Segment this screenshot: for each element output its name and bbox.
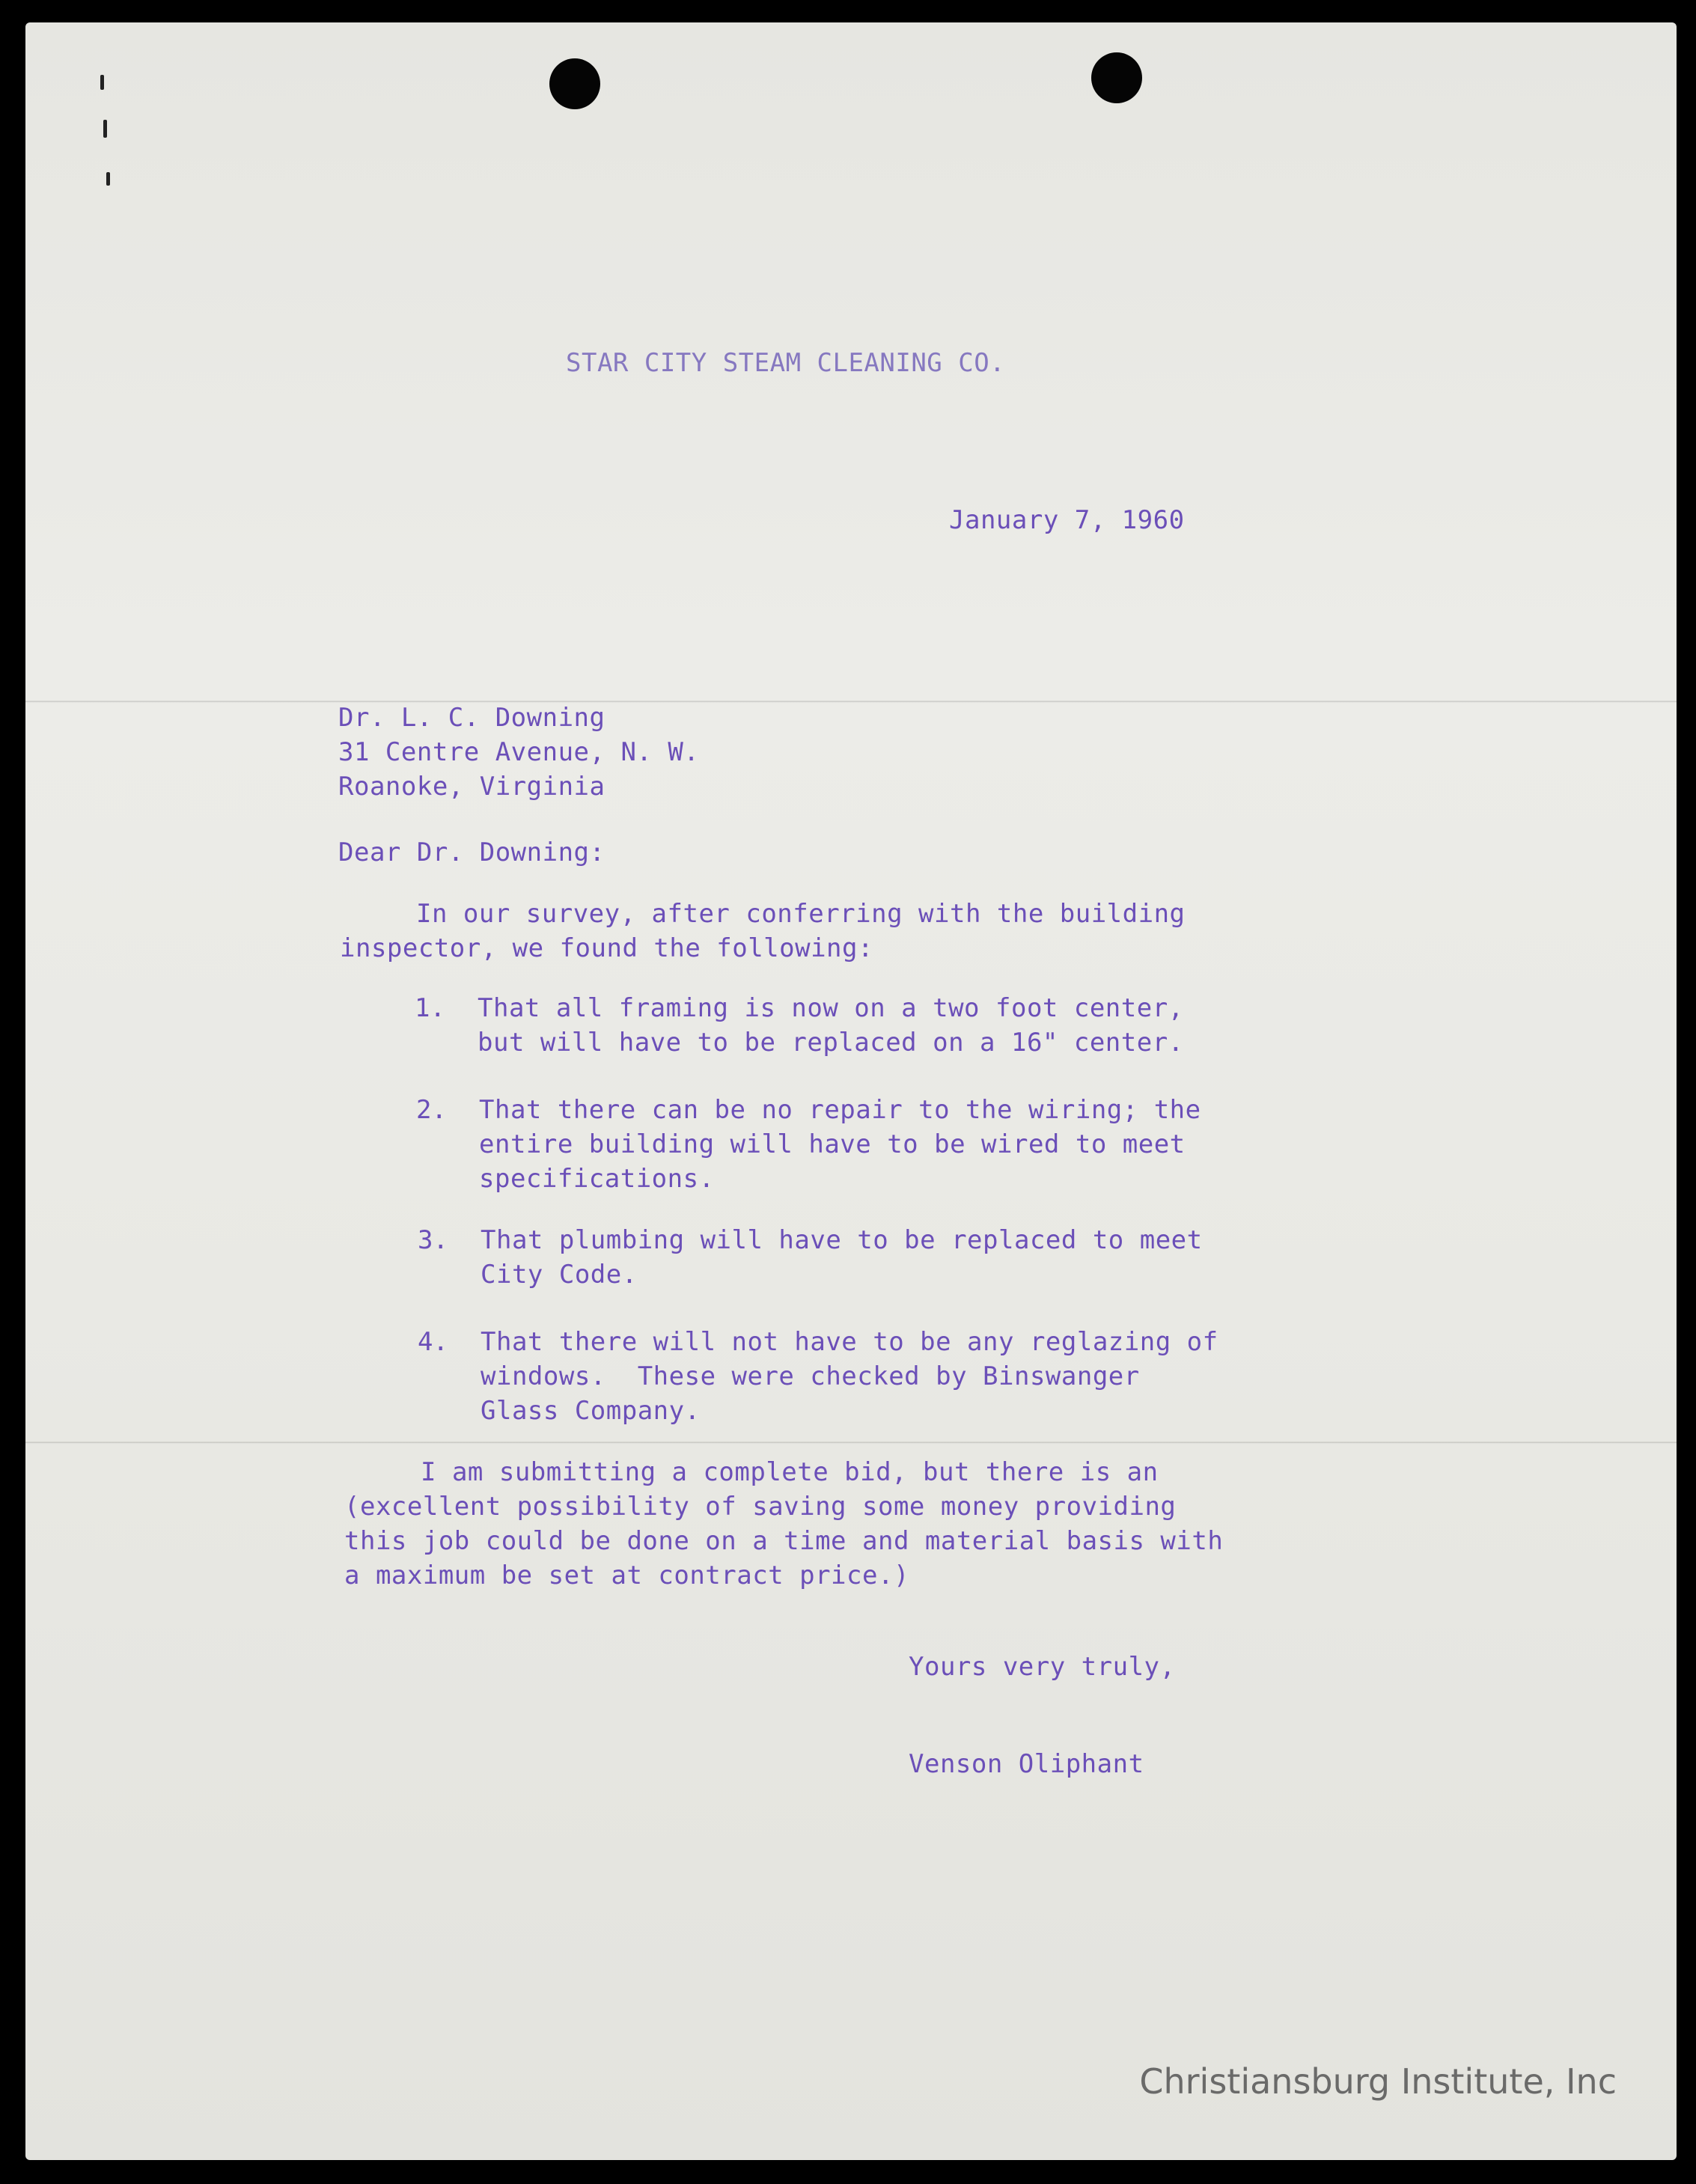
margin-mark: [103, 120, 107, 138]
margin-mark: [100, 75, 104, 90]
intro-line: In our survey, after conferring with the building: [416, 899, 1186, 929]
punch-hole-right: [1091, 52, 1142, 103]
letter-date: January 7, 1960: [949, 505, 1185, 535]
list-item-line: That plumbing will have to be replaced to meet: [481, 1225, 1203, 1255]
list-item-line: windows. These were checked by Binswanger: [481, 1361, 1140, 1391]
list-item-line: specifications.: [479, 1164, 715, 1194]
letter-page: [25, 22, 1677, 2160]
margin-mark: [106, 172, 110, 186]
list-item-line: That all framing is now on a two foot center,: [478, 993, 1184, 1023]
fold-crease-lower: [25, 1442, 1677, 1444]
recipient-name: Dr. L. C. Downing: [338, 703, 606, 733]
salutation: Dear Dr. Downing:: [338, 838, 606, 867]
closing-paragraph-line: this job could be done on a time and material basis with: [344, 1526, 1224, 1556]
list-item-number: 3.: [418, 1225, 448, 1255]
closing-paragraph-line: I am submitting a complete bid, but there is an: [421, 1457, 1159, 1487]
list-item-number: 1.: [415, 993, 445, 1023]
signature-name: Venson Oliphant: [909, 1749, 1144, 1779]
intro-line: inspector, we found the following:: [340, 933, 873, 963]
punch-hole-left: [549, 58, 600, 109]
closing-paragraph-line: (excellent possibility of saving some money providing: [344, 1492, 1177, 1522]
recipient-street: 31 Centre Avenue, N. W.: [338, 737, 700, 767]
list-item-line: That there will not have to be any reglazing of: [481, 1327, 1218, 1357]
recipient-city: Roanoke, Virginia: [338, 772, 606, 802]
list-item-line: but will have to be replaced on a 16" center.: [478, 1028, 1184, 1058]
list-item-line: entire building will have to be wired to meet: [479, 1129, 1186, 1159]
valediction: Yours very truly,: [909, 1652, 1176, 1682]
watermark-text: Christiansburg Institute, Inc: [1139, 2061, 1617, 2102]
fold-crease-upper: [25, 701, 1677, 703]
list-item-line: That there can be no repair to the wiring; the: [479, 1095, 1201, 1125]
list-item-line: City Code.: [481, 1260, 638, 1290]
list-item-number: 2.: [416, 1095, 447, 1125]
list-item-number: 4.: [418, 1327, 448, 1357]
list-item-line: Glass Company.: [481, 1396, 701, 1426]
company-heading: STAR CITY STEAM CLEANING CO.: [566, 348, 1006, 378]
closing-paragraph-line: a maximum be set at contract price.): [344, 1561, 909, 1590]
